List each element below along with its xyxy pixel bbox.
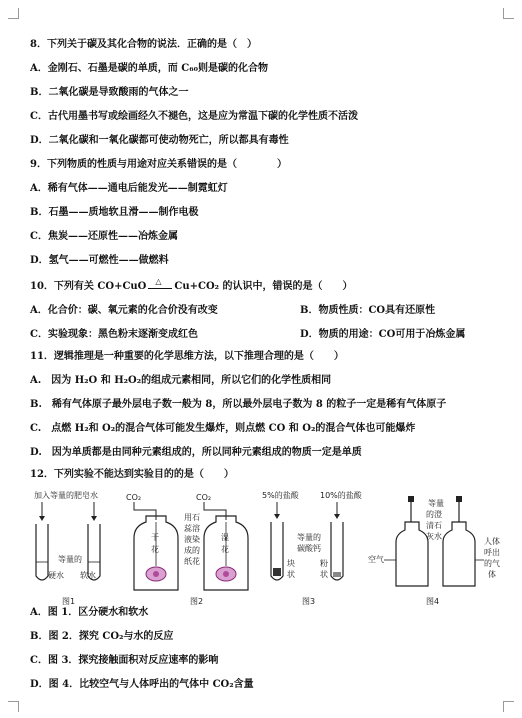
corner-mark: [8, 701, 19, 712]
question-11-option-d: D. 因为单质都是由同种元素组成的，所以同种元素组成的物质一定是单质: [30, 447, 362, 458]
fig2-note-3: 液染: [184, 535, 200, 544]
fig2-gas1: CO₂: [126, 493, 142, 502]
question-10-stem: [30, 277, 353, 294]
question-10-option-d: D．物质的用途：CO可用于冶炼金属: [300, 329, 466, 340]
figure-2: [126, 493, 248, 606]
fig2-note-5: 纸花: [184, 557, 200, 566]
reaction-arrow: [146, 277, 174, 294]
bottle-breath: [443, 522, 475, 586]
fig2-caption: 图2: [190, 597, 204, 606]
fig4-breath-3: 的气: [484, 559, 500, 568]
corner-mark: [8, 8, 19, 19]
fig3-lump-1: 块: [287, 559, 295, 568]
fig1-mid-label: 等量的: [58, 555, 82, 564]
fig1-right-label: 软水: [80, 571, 96, 580]
question-11-option-c: C. 点燃 H₂和 O₂的混合气体可能发生爆炸，则点燃 CO 和 O₂的混合气体也可能爆炸: [30, 423, 416, 434]
fig2-wet-label-2: 花: [221, 545, 229, 554]
corner-mark: [503, 701, 514, 712]
fig4-air-label: 空气: [368, 555, 384, 564]
fig4-lime-1: 等量: [428, 499, 444, 508]
fig4-breath-2: 呼出: [484, 548, 500, 557]
fig4-lime-3: 清石: [426, 521, 442, 530]
fig4-breath-1: 人体: [484, 537, 500, 546]
question-9-option-c: C．焦炭——还原性——冶炼金属: [30, 231, 178, 242]
fig1-top-label: 加入等量的肥皂水: [34, 491, 98, 500]
fig3-caption: 图3: [302, 597, 316, 606]
question-9-option-d: D．氢气——可燃性——做燃料: [30, 255, 169, 266]
question-10-stem-post: Cu+CO₂ 的认识中，错误的是（ ）: [174, 281, 353, 292]
reaction-condition: △: [155, 277, 162, 286]
question-9-option-a: A．稀有气体——通电后能发光——制霓虹灯: [30, 183, 228, 194]
question-9-stem: 9．下列物质的性质与用途对应关系错误的是（ ）: [30, 159, 287, 170]
fig4-breath-4: 体: [488, 570, 496, 579]
question-8-option-a: A．金刚石、石墨是碳的单质，而 C₆₀则是碳的化合物: [30, 63, 268, 74]
fig3-mid-1: 等量的: [297, 533, 321, 542]
fig2-gas2: CO₂: [196, 493, 212, 502]
question-11-stem: 11．逻辑推理是一种重要的化学思维方法，以下推理合理的是（ ）: [30, 351, 344, 362]
question-10-option-a: A．化合价：碳、氧元素的化合价没有改变: [30, 305, 218, 316]
fig4-lime-2: 的澄: [426, 510, 442, 519]
figure-3: [262, 490, 363, 606]
question-8-option-b: B．二氧化碳是导致酸雨的气体之一: [30, 87, 189, 98]
fig2-dry-label-1: 干: [151, 533, 159, 542]
question-12-option-c: C．图 3．探究接触面积对反应速率的影响: [30, 655, 219, 666]
fig1-left-label: 硬水: [48, 571, 64, 580]
test-tube-powder: [331, 522, 343, 580]
fig2-wet-label-1: 湿: [221, 533, 229, 542]
question-8-option-c: C．古代用墨书写或绘画经久不褪色，这是应为常温下碳的化学性质不活泼: [30, 111, 358, 122]
fig2-note-4: 成的: [184, 546, 200, 555]
question-9-option-b: B．石墨——质地软且滑——制作电极: [30, 207, 199, 218]
fig3-acid1: 5%的盐酸: [262, 491, 299, 500]
fig4-lime-4: 灰水: [426, 532, 442, 541]
question-12-stem: 12．下列实验不能达到实验目的的是（ ）: [30, 469, 234, 480]
question-10-option-b: B．物质性质：CO具有还原性: [300, 305, 436, 316]
experiment-figures: [0, 486, 522, 610]
fig1-caption: 图1: [62, 597, 76, 606]
question-11-option-a: A. 因为 H₂O 和 H₂O₂的组成元素相同，所以它们的化学性质相同: [30, 375, 332, 386]
fig3-powder-2: 状: [320, 570, 328, 579]
question-12-option-b: B．图 2．探究 CO₂与水的反应: [30, 631, 174, 642]
fig4-caption: 图4: [426, 597, 440, 606]
question-10-option-c: C．实验现象：黑色粉末逐渐变成红色: [30, 329, 198, 340]
fig3-powder-1: 粉: [320, 559, 328, 568]
bottle-air: [396, 522, 428, 586]
fig2-note-1: 用石: [184, 513, 200, 522]
fig2-dry-label-2: 花: [151, 545, 159, 554]
figure-4: [368, 496, 500, 606]
question-8-option-d: D．二氧化碳和一氧化碳都可使动物死亡，所以都具有毒性: [30, 135, 289, 146]
question-12-option-d: D．图 4．比较空气与人体呼出的气体中 CO₂含量: [30, 679, 254, 690]
question-10-stem-pre: 10．下列有关 CO+CuO: [30, 281, 147, 292]
corner-mark: [503, 8, 514, 19]
question-8-stem: 8．下列关于碳及其化合物的说法．正确的是（ ）: [30, 39, 257, 50]
fig3-mid-2: 碳酸钙: [297, 544, 321, 553]
question-11-option-b: B. 稀有气体原子最外层电子数一般为 8，所以最外层电子数为 8 的粒子一定是稀有气体原子: [30, 399, 447, 410]
figure-1: [34, 490, 100, 606]
question-12-option-a: A．图 1．区分硬水和软水: [30, 607, 149, 618]
test-tube-left: [36, 524, 48, 580]
fig3-lump-2: 状: [287, 570, 295, 579]
fig2-note-2: 蕊溶: [184, 524, 200, 533]
fig3-acid2: 10%的盐酸: [320, 491, 362, 500]
